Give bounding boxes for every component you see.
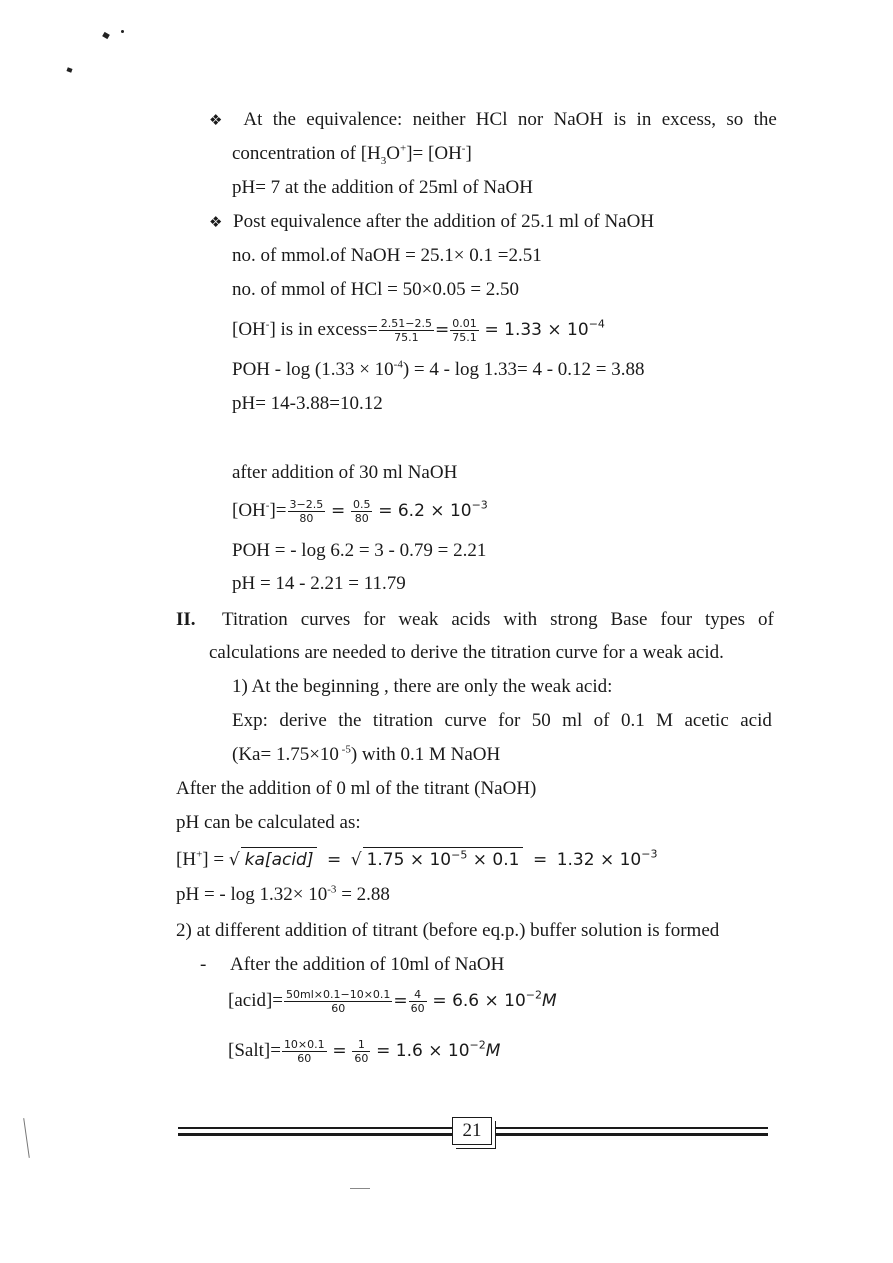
text: -3 [327,883,337,896]
text: [OH [232,500,266,521]
after10 [200,953,504,977]
fraction [351,498,373,525]
numerator: 2.51−2.5 [380,317,432,331]
fraction [288,498,326,525]
word: acids [451,609,491,630]
text: ] [465,143,472,164]
text: pH = - log 1.32× 10 [176,884,328,905]
text: ] is in excess= [269,319,378,340]
acid-equation [228,983,557,1023]
word: acid [740,710,772,731]
word: of [593,710,610,731]
step1: 1) At the beginning , there are only the weak acid: [232,676,613,697]
denominator: 60 [331,1002,346,1016]
fraction [409,988,427,1015]
fraction [284,988,392,1015]
word: Titration [221,609,288,630]
numerator: 1 [352,1038,370,1052]
text: [Salt]= [228,1040,281,1061]
word: At [243,109,263,130]
word: NaOH [553,109,604,130]
word: four [660,609,693,630]
numerator: 50ml×0.1−10×0.1 [286,988,391,1002]
section2-heading-line1 [176,608,774,632]
denominator: 60 [410,1002,425,1016]
word: HCl [475,109,508,130]
text: = [393,991,408,1011]
text: ) with 0.1 M NaOH [350,744,501,765]
text: - [265,499,270,512]
text: = 1.33 × 10 [484,320,589,340]
word: M [656,710,674,731]
ph-calc-intro: pH can be calculated as: [176,812,361,833]
ka-line [232,743,500,767]
text: = [332,1041,347,1061]
text: = 1.6 × 10 [376,1041,470,1061]
mmol-hcl: no. of mmol of HCl = 50×0.05 = 2.50 [232,279,520,300]
text: −5 [451,848,468,862]
text: After the addition of 10ml of NaOH [230,954,505,975]
after30-poh: POH = - log 6.2 = 3 - 0.79 = 2.21 [232,540,487,561]
word: nor [517,109,544,130]
word: weak [398,609,439,630]
after30-oh-equation [232,493,488,533]
text: × 0.1 [467,850,520,870]
text: [H [176,849,197,870]
scan-mark [102,32,110,39]
word: so [726,109,744,130]
sqrt-symbol: √ [228,850,240,870]
text: −3 [471,498,488,512]
salt-equation [228,1033,500,1073]
step2: 2) at different addition of titrant (before eq.p.) buffer solution is formed [176,920,720,941]
fraction [450,317,479,344]
text: O [386,143,401,164]
text: ] = [202,849,225,870]
numerator: 0.5 [352,498,371,512]
text: = 2.88 [336,884,390,905]
bullet2-heading [209,210,654,234]
text: (Ka= 1.75×10 [232,744,339,765]
scan-mark [121,30,124,33]
page-number: 21 [452,1117,492,1145]
text: [acid]= [228,990,284,1011]
bullet1-ph: pH= 7 at the addition of 25ml of NaOH [232,177,533,198]
text: = [532,850,548,870]
after30-ph: pH = 14 - 2.21 = 11.79 [232,573,406,594]
numerator: 4 [409,988,427,1002]
sqrt-content [363,847,524,872]
word: in [636,109,652,130]
word: ml [562,710,583,731]
word: with [503,609,538,630]
poh-calc [232,358,645,382]
word: the [753,109,777,130]
ph-calc: pH= 14-3.88=10.12 [232,393,383,414]
word: equivalence: [306,109,403,130]
text: [OH [232,319,266,340]
text: + [400,142,407,155]
text: −4 [588,317,605,331]
fraction [282,1038,327,1065]
word: 50 [531,710,551,731]
numerator: 0.01 [452,317,477,331]
text: Post equivalence after the addition of 25.1 ml of NaOH [233,211,655,232]
text: ]= [OH [406,143,462,164]
after30-heading: after addition of 30 ml NaOH [232,462,458,483]
word: for [363,609,386,630]
word: the [272,109,296,130]
word: acetic [684,710,729,731]
word: excess, [661,109,717,130]
section-numeral: II. [176,609,196,630]
bullet1-concentration [232,142,472,166]
text: M [542,991,557,1011]
bullet1-line1 [209,108,777,132]
bullet-icon: ❖ [209,111,223,129]
oh-excess-equation [232,312,605,352]
text: 3 [380,154,387,167]
word: for [498,710,521,731]
text: = 6.6 × 10 [432,991,526,1011]
word: neither [412,109,466,130]
denominator: 80 [354,512,369,526]
text: concentration of [H [232,143,381,164]
scan-mark [350,1188,370,1189]
ph-result [176,883,390,907]
text: −2 [469,1038,486,1052]
text: -5 [338,743,351,756]
text: = [330,501,346,521]
denominator: 80 [299,512,314,526]
text: = [435,320,450,340]
word: curve [444,710,487,731]
sqrt-content: ka[acid] [241,847,318,872]
word: curves [300,609,351,630]
sqrt-symbol: √ [350,850,362,870]
bullet-icon: ❖ [209,213,223,231]
denominator: 60 [354,1052,369,1066]
text: = [326,850,342,870]
text: -4 [393,358,403,371]
word: the [338,710,362,731]
scan-mark [23,1118,30,1158]
fraction [352,1038,370,1065]
dash: - [200,954,207,975]
word: of [758,609,774,630]
mmol-naoh: no. of mmol.of NaOH = 25.1× 0.1 =2.51 [232,245,542,266]
text: −2 [525,988,543,1002]
section2-heading-line2: calculations are needed to derive the titration curve for a weak acid. [209,642,724,663]
word: is [613,109,627,130]
word: strong [550,609,598,630]
text: - [461,142,466,155]
word: titration [372,710,434,731]
scan-mark [66,67,72,72]
text: = 6.2 × 10 [378,501,472,521]
word: Base [610,609,648,630]
numerator: 10×0.1 [283,1038,325,1052]
h-equation [176,847,657,872]
text: 1.75 × 10 [366,850,452,870]
word: types [704,609,746,630]
example-line [232,709,772,733]
word: Exp: [232,710,268,731]
text: + [196,848,203,861]
text: ]= [269,500,287,521]
fraction [379,317,434,344]
numerator: 3−2.5 [289,498,324,512]
text: 1.32 × 10 [556,850,642,870]
denominator: 75.1 [452,331,477,345]
text: M [485,1041,501,1061]
denominator: 75.1 [394,331,419,345]
word: derive [279,710,327,731]
text: ) = 4 - log 1.33= 4 - 0.12 = 3.88 [402,359,645,380]
text: POH - log (1.33 × 10 [232,359,394,380]
text: - [265,318,270,331]
after0: After the addition of 0 ml of the titrant (NaOH) [176,778,537,799]
denominator: 60 [297,1052,312,1066]
word: 0.1 [620,710,645,731]
text: −3 [641,847,658,861]
